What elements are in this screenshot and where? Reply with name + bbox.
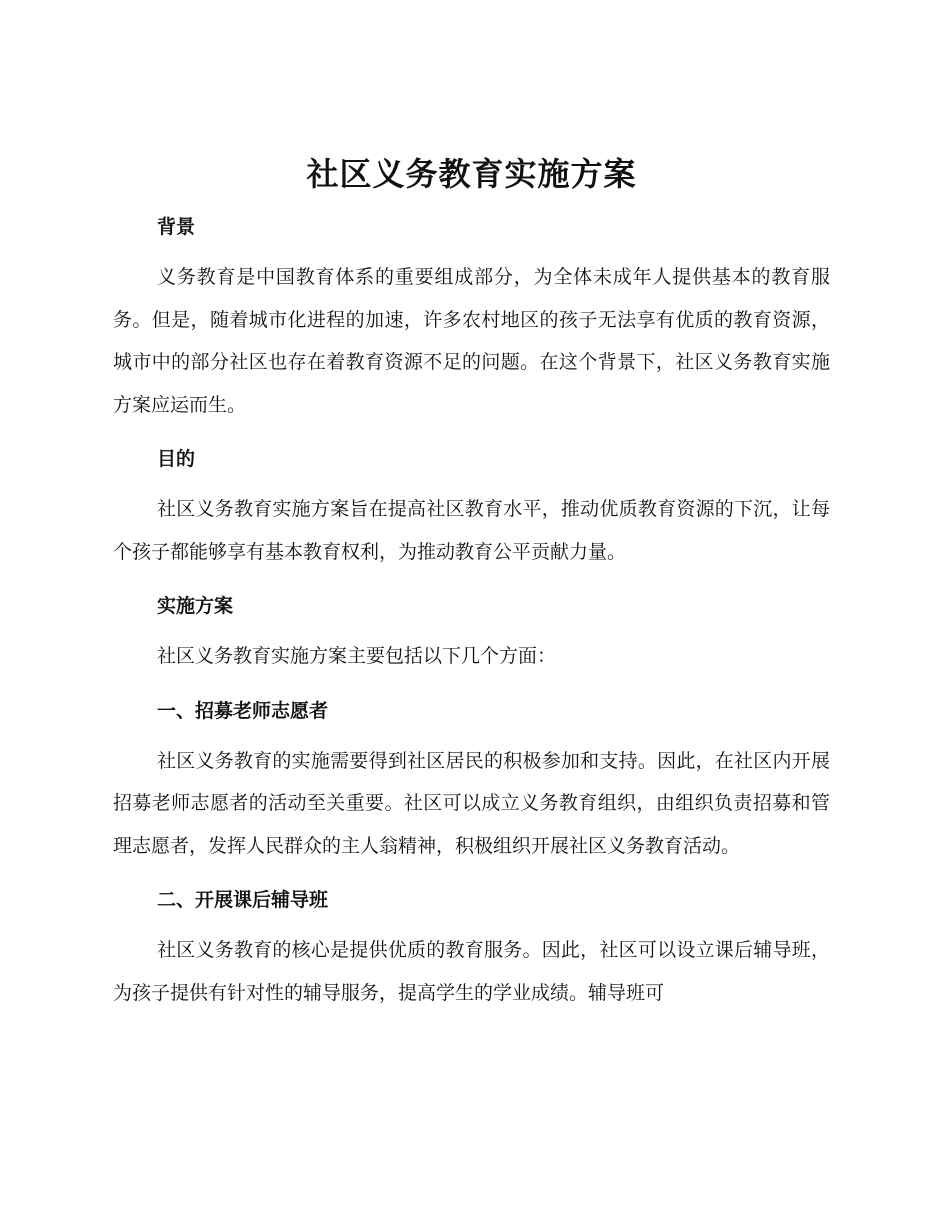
spacer [113, 678, 830, 694]
section-heading-plan: 实施方案 [157, 595, 234, 617]
spacer [113, 917, 830, 929]
spacer [113, 573, 830, 589]
document-content [113, 148, 830, 1014]
paragraph-plan: 社区义务教育实施方案主要包括以下几个方面： [157, 645, 557, 667]
spacer [113, 244, 830, 256]
paragraph-background: 义务教育是中国教育体系的重要组成部分，为全体未成年人提供基本的教育服务。但是，随着城市化进程的加速，许多农村地区的孩子无法享有优质的教育资源，城市中的部分社区也存在着教育资源不足的问题。在这个背景下，社区义务教育实施方案应运而生。 [113, 266, 830, 416]
spacer [113, 623, 830, 635]
section-heading-recruit: 一、招募老师志愿者 [157, 699, 329, 722]
paragraph-tutoring: 社区义务教育的核心是提供优质的教育服务。因此，社区可以设立课后辅导班，为孩子提供有针对性的辅导服务，提高学生的学业成绩。辅导班可 [113, 939, 830, 1004]
section-heading-background: 背景 [157, 216, 196, 238]
section-heading-purpose: 目的 [157, 448, 196, 470]
document-title: 社区义务教育实施方案 [306, 155, 637, 193]
paragraph-purpose: 社区义务教育实施方案旨在提高社区教育水平，推动优质教育资源的下沉，让每个孩子都能够享有基本教育权利，为推动教育公平贡献力量。 [113, 498, 830, 563]
section-heading-tutoring: 二、开展课后辅导班 [157, 889, 329, 911]
spacer [113, 426, 830, 442]
spacer [113, 476, 830, 488]
paragraph-recruit: 社区义务教育的实施需要得到社区居民的积极参加和支持。因此，在社区内开展招募老师志愿者的活动至关重要。社区可以成立义务教育组织，由组织负责招募和管理志愿者，发挥人民群众的主人翁精神，积极组织开展社区义务教育活动。 [113, 749, 830, 857]
spacer [113, 728, 830, 740]
spacer [113, 867, 830, 883]
